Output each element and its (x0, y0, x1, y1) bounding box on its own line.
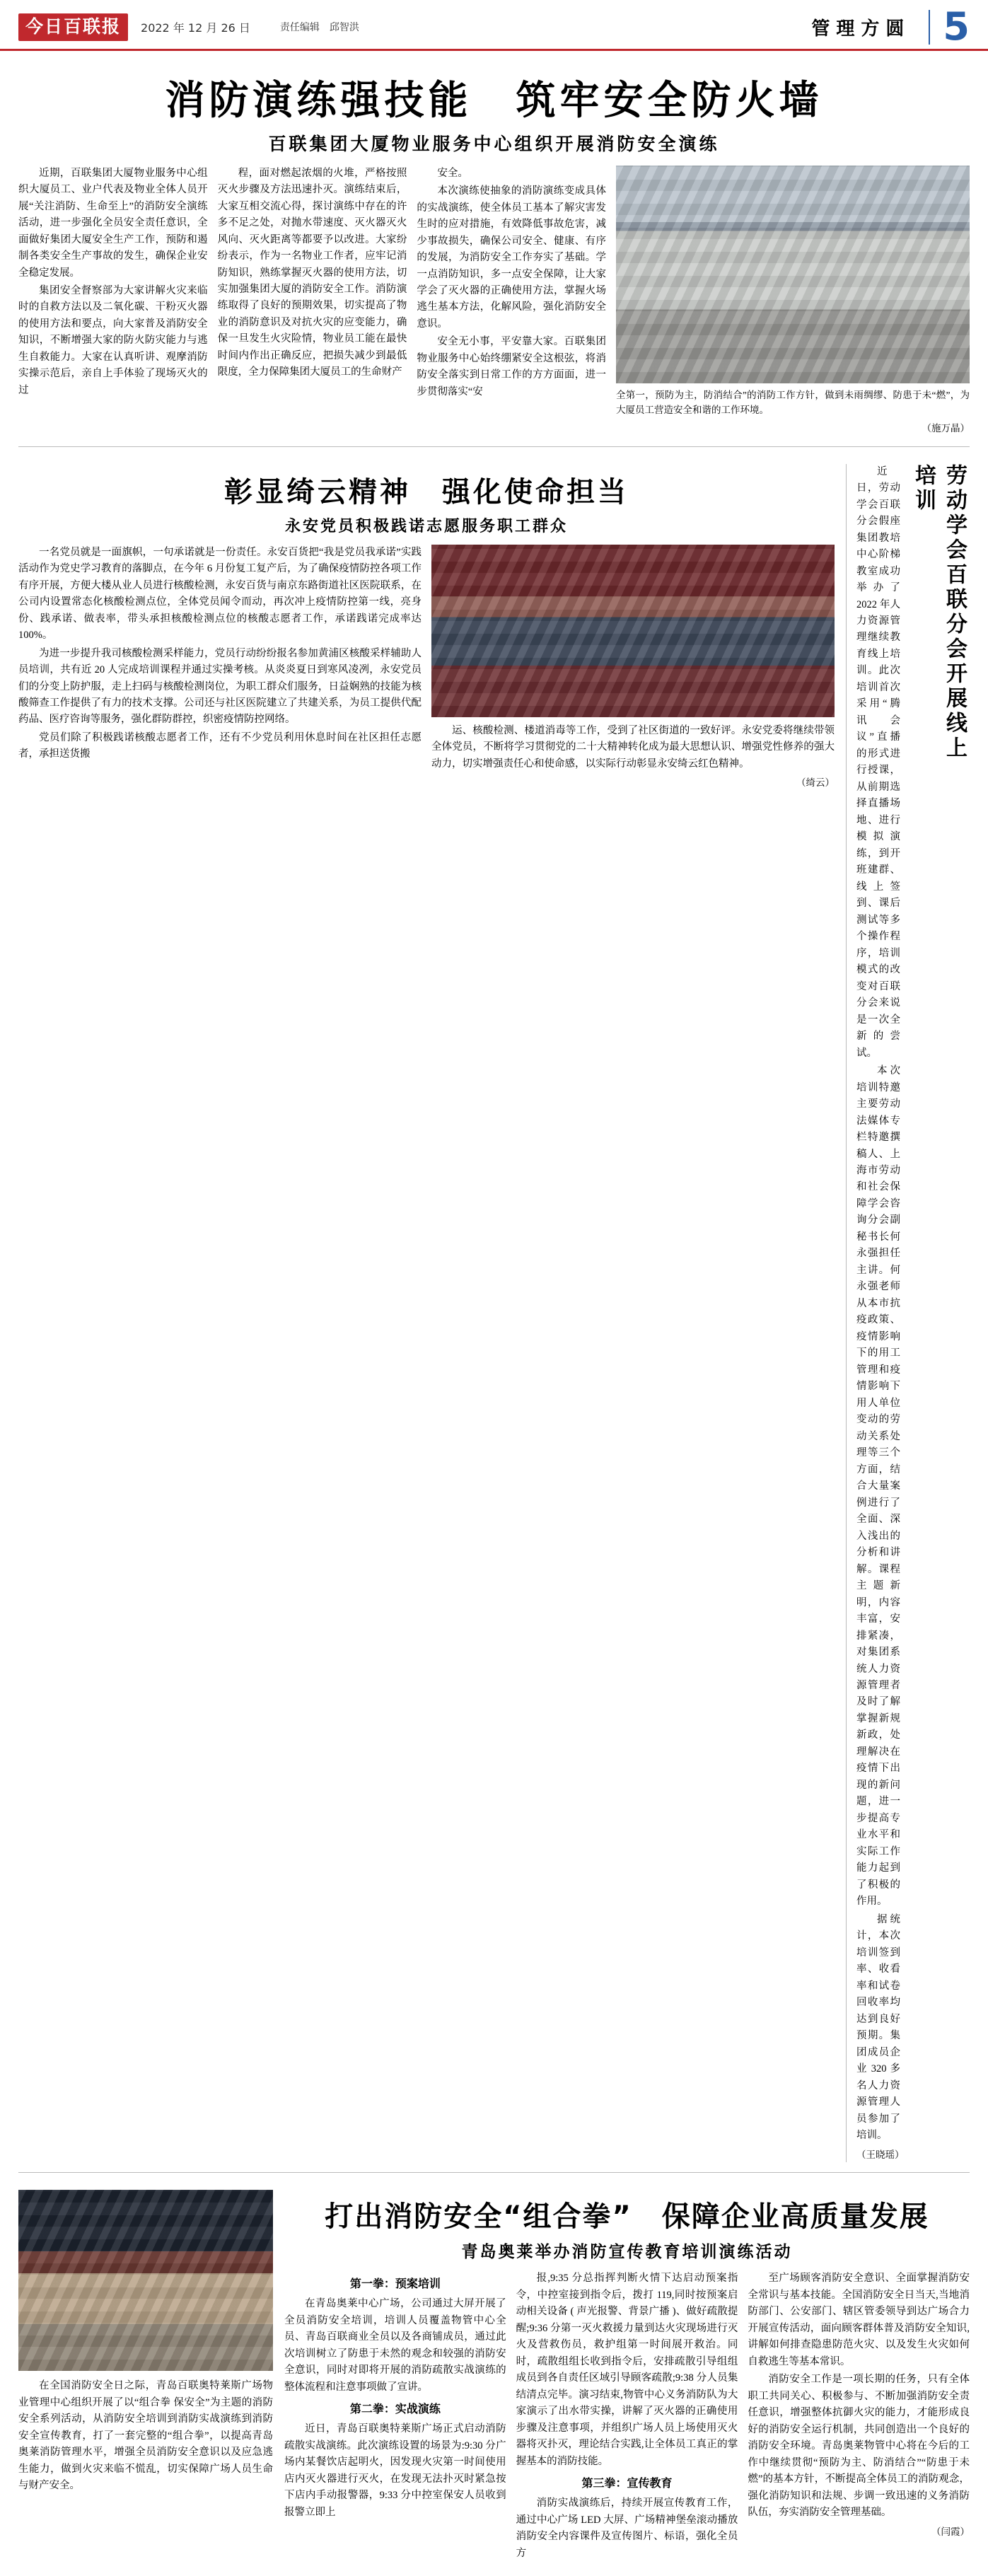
story1-body (18, 166, 970, 436)
story3-column-2 (516, 2270, 738, 2563)
story3-subsection-3: 第三拳：宣传教育 (581, 2476, 673, 2490)
paragraph: 在青岛奥莱中心广场，公司通过大屏开展了全员消防安全培训，培训人员覆盖物管中心全员、青岛百联商业全员以及各商铺成员，通过此次培训树立了防患于未然的观念和较强的消防安全意识，同时对即将开展的消防疏散实战演练的整体流程和注意事项做了宣讲。 (284, 2298, 506, 2393)
editor-label: 责任编辑 (279, 22, 320, 34)
paragraph: 程，面对燃起浓烟的火堆，严格按照灭火步骤及方法迅速扑灭。演练结束后，大家互相交流心得，探讨演练中存在的许多不足之处，对抛水带速度、灭火器灭火风向、灭火距离等都要予以改进。大家纷纷表示，作为一名物业工作者，应牢记消防知识，熟练掌握灭火器的使用方法，切实加强集团大厦的消防安全工作。消防演练取得了良好的预期效果，切实提高了物业的消防意识及对抗火灾的应变能力，确保一旦发生火灾险情，物业员工能在最快时间内作出正确反应，把损失减少到最低限度，全力保障集团大厦员工的生命财产 (217, 167, 407, 378)
story3-subhead: 青岛奥莱举办消防宣传教育培训演练活动 (461, 2243, 793, 2262)
photo-mall-drill (18, 2190, 273, 2371)
story3-column-1 (284, 2270, 506, 2563)
photo-fire-drill (616, 166, 970, 383)
photo-nucleic-test (431, 545, 835, 717)
masthead (0, 0, 988, 51)
story3-text-block (284, 2190, 970, 2563)
paragraph: 近日，青岛百联奥特莱斯广场正式启动消防疏散实战演练。此次演练设置的场景为:9:30 分广场内某餐饮店起明火，因发现火灾第一时间使用店内灭火器进行灭火，在发现无法扑灭时紧急按下店内手动报警器，9:33 分中控室保安人员收到报警立即上 (284, 2423, 506, 2518)
paragraph: 消防实战演练后，持续开展宣传教育工作，通过中心广场 LED 大屏、广场精神堡垒滚动播放消防安全内容课件及宣传图片、标语，强化全员方 (516, 2497, 738, 2559)
story-party-members (0, 457, 988, 2163)
paragraph: 本次培训特邀主要劳动法媒体专栏特邀撰稿人、上海市劳动和社会保障学会咨询分会副秘书长何永强担任主讲。何永强老师从本市抗疫政策、疫情影响下的用工管理和疫情影响下用人单位变动的劳动关系处理等三个方面，结合大量案例进行了全面、深入浅出的分析和讲解。课程主题新明，内容丰富，安排紧凑，对集团系统人力资源管理者及时了解掌握新规新政，处理解决在疫情下出现的新问题，进一步提高专业水平和实际工作能力起到了积极的作用。 (856, 1065, 900, 1908)
paragraph: 安全无小事，平安靠大家。百联集团物业服务中心始终绷紧安全这根弦，将消防安全落实到日常工作的方方面面，进一步贯彻落实“安 (417, 336, 607, 398)
story1-headline: 消防演练强技能 筑牢安全防火墙 (165, 77, 823, 124)
story3-wrap (18, 2190, 970, 2563)
paragraph: 集团安全督察部为大家讲解火灾来临时的自救方法以及二氧化碳、干粉灭火器的使用方法和要点，向大家普及消防安全知识，不断增强大家的防火防灾能力与逃生自救能力。大家在认真听讲、观摩消防实操示范后，亲自上手体验了现场灭火的过 (18, 284, 208, 396)
story-qingdao-outlets (0, 2183, 988, 2576)
newspaper-logo: 今日百联报 (18, 13, 128, 41)
story2-column-1 (18, 545, 422, 791)
story1-column-3 (417, 166, 606, 436)
story2-main (18, 464, 835, 2163)
sidebar-vertical-title: 劳动学会百联分会开展线上培训 (911, 463, 967, 761)
story3-body (284, 2270, 970, 2563)
paragraph: 运、核酸检测、楼道消毒等工作，受到了社区街道的一致好评。永安党委将继续带领全体党员，不断将学习贯彻党的二十大精神转化成为最大思想认识、增强党性修养的强大动力，切实增强责任心和使命感，以实际行动彰显永安绮云红色精神。 (431, 724, 835, 770)
paragraph: 本次演练使抽象的消防演练变成具体的实战演练，使全体员工基本了解灾害发生时的应对措施，有效降低事故危害，减少事故损失，确保公司安全、健康、有序的发展，为消防安全工作夯实了基础。学一点消防知识，多一点安全保障，让大家学会了灭火器的正确使用方法，掌握火场逃生基本方法，化解风险，强化消防安全意识。 (417, 185, 607, 330)
story-fire-drill (0, 51, 988, 436)
story3-headline: 打出消防安全“组合拳” 保障企业高质量发展 (325, 2200, 929, 2234)
paragraph: 党员们除了积极践诺核酸志愿者工作，还有不少党员利用休息时间在社区担任志愿者，承担送货搬 (18, 731, 422, 760)
story2-body (18, 545, 835, 791)
paragraph: 消防安全工作是一项长期的任务，只有全体职工共同关心、积极参与、不断加强消防安全责任意识，增强整体抗御火灾的能力，才能形成良好的消防安全运行机制，共同创造出一个良好的消防安全环境。青岛奥莱物管中心将在今后的工作中继续贯彻“预防为主、防消结合”“防患于未燃”的基本方针，不断提高全体员工的消防观念，强化消防知识和法规、步调一致迅速的义务消防队伍，夯实消防安全管理基础。 (748, 2374, 970, 2519)
story1-byline: （施万晶） (922, 422, 970, 434)
paragraph: 在全国消防安全日之际，青岛百联奥特莱斯广场物业管理中心组织开展了以“组合拳 保安全”为主题的消防安全系列活动，从消防安全培训到消防实战演练到消防安全宣传教育，打了一套完整的“组合拳”，以提高青岛奥莱消防管理水平，增强全员消防安全意识以及应急逃生能力，做到火灾来临不慌乱，切实保障广场人员生命与财产安全。 (18, 2380, 273, 2492)
editor-name: 邱智洪 (329, 22, 359, 34)
paragraph: 安全。 (437, 167, 468, 179)
sidebar-body (856, 464, 905, 2163)
section-title: 管理方圆 (811, 18, 911, 40)
story3-photo-block (18, 2190, 273, 2563)
paragraph: 至广场顾客消防安全意识、全面掌握消防安全常识与基本技能。全国消防安全日当天,当地消防部门、公安部门、辖区管委领导到达广场合力开展宣传活动，面向顾客群体普及消防安全知识,讲解如何排查隐患防范火灾、以及发生火灾如何自救逃生等基本常识。 (748, 2273, 970, 2367)
story1-column-2 (218, 166, 407, 436)
masthead-right (811, 4, 970, 49)
publication-date: 2022 年 12 月 26 日 (141, 21, 250, 35)
story2-subhead: 永安党员积极践诺志愿服务职工群众 (284, 517, 568, 535)
story3-subsection-2: 第二拳：实战演练 (349, 2402, 441, 2416)
divider (18, 2172, 970, 2173)
story2-column-2 (431, 545, 835, 791)
divider (18, 446, 970, 447)
page-number: 5 (929, 10, 970, 45)
story2-headline: 彰显绮云精神 强化使命担当 (224, 475, 629, 509)
story1-column-1 (18, 166, 208, 436)
paragraph: 为进一步提升我司核酸检测采样能力，党员行动纷纷报名参加黄浦区核酸采样辅助人员培训，共有近 20 人完成培训课程并通过实操考核。从炎炎夏日到寒风凌冽，永安党员们的分变上防护服，走上扫码与核酸检测岗位，为职工群众们服务，日益娴熟的技能为核酸筛查工作提供了有力的技术支撑。公司还与社区医院建立了共建关系，为员工提供代配药品、医疗咨询等服务，强化群防群控，织密疫情防控网络。 (18, 647, 422, 726)
story3-subsection-1: 第一拳：预案培训 (349, 2277, 441, 2291)
story2-byline: （绮云） (796, 777, 835, 789)
story1-subhead: 百联集团大厦物业服务中心组织开展消防安全演练 (268, 133, 720, 154)
paragraph: 近期，百联集团大厦物业服务中心组织大厦员工、业户代表及物业全体人员开展“关注消防、生命至上”的消防安全演练活动，进一步强化全员安全责任意识，全面做好集团大厦安全生产工作，预防和遏制各类安全生产事故的发生，确保企业安全稳定发展。 (18, 167, 208, 279)
story1-caption: 全第一，预防为主，防消结合”的消防工作方针，做到未雨绸缪、防患于未“燃”，为大厦员工营造安全和谐的工作环境。 (616, 389, 970, 416)
story3-byline: （闫霞） (931, 2526, 970, 2537)
paragraph: 据统计，本次培训签到率、收看率和试卷回收率均达到良好预期。集团成员企业 320 多名人力资源管理人员参加了培训。 (856, 1913, 900, 2142)
paragraph: 近日，劳动学会百联分会假座集团教培中心阶梯教室成功举办了 2022 年人力资源管理继续教育线上培训。此次培训首次采用“腾讯会议”直播的形式进行授课，从前期选择直播场地、进行模拟演练，到开班建群、线上签到、课后测试等多个操作程序，培训模式的改变对百联分会来说是一次全新的尝试。 (856, 465, 900, 1059)
paragraph: 报,9:35 分总指挥判断火情下达启动预案指令，中控室接到指令后，拨打 119,同时按预案启动相关设备 ( 声光报警、背景广播 )、做好疏散提醒;9:36 分第一灭火救援力量到达火灾现场进行灭火及营救伤员，救护组第一时间展开救治。同时，疏散组组长收到指令后，安排疏散引导组组成员到各自责任区域引导顾客疏散;9:38 分人员集结清点完毕。演习结束,物管中心义务消防队为大家演示了出水带实操，讲解了灭火器的正确使用步骤及注意事项，并组织广场人员上场使用灭火器将灭扑灭，理论结合实践,让全体员工真正的掌握基本的消防技能。 (516, 2273, 738, 2467)
story1-photo-block (616, 166, 970, 436)
story2-sidebar (846, 464, 970, 2163)
sidebar-byline: （王晓瑶） (856, 2149, 905, 2160)
paragraph: 一名党员就是一面旗帜，一句承诺就是一份责任。永安百货把“我是党员我承诺”实践活动作为党史学习教育的落脚点，在今年 6 月份复工复产后，为了确保疫情防控各项工作有序开展，方便大楼从业人员进行核酸检测，永安百货与南京东路街道社区医院联系，在公司内设置常态化核酸检测点位，全体党员闻令而动，再次冲上疫情防控第一线，亮身份、践承诺、做表率，带头承担核酸检测点位的核酸志愿者工作，承诺践诺完成率达 100%。 (18, 546, 422, 642)
story3-column-3 (748, 2270, 970, 2563)
